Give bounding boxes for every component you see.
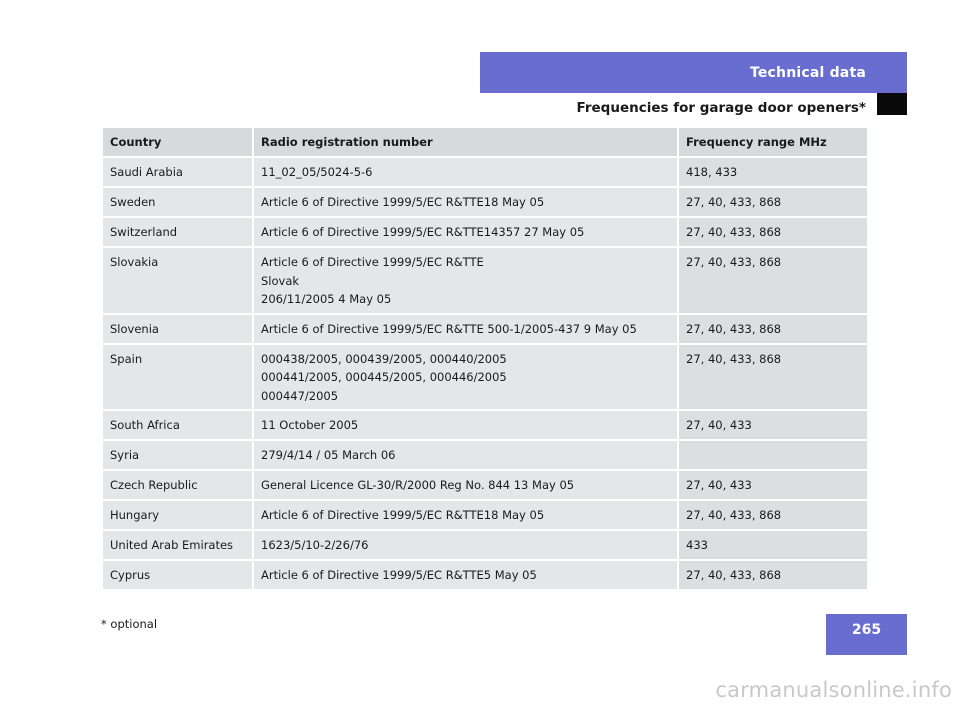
- cell-registration: [253, 247, 678, 314]
- cell-frequency: 27, 40, 433, 868: [678, 217, 868, 247]
- registration-line: Article 6 of Directive 1999/5/EC R&TTE 500-1/2005-437 9 May 05: [261, 321, 637, 336]
- cell-registration: [253, 344, 678, 411]
- table-row: [102, 344, 868, 411]
- cell-country: Spain: [102, 344, 253, 411]
- registration-line: 000438/2005, 000439/2005, 000440/2005: [261, 351, 507, 366]
- cell-registration: [253, 560, 678, 590]
- table-body: [102, 157, 868, 590]
- table-row: [102, 217, 868, 247]
- section-tab: [480, 52, 907, 93]
- table-row: [102, 247, 868, 314]
- cell-registration: [253, 410, 678, 440]
- registration-line: 1623/5/10-2/26/76: [261, 538, 369, 552]
- cell-country: Slovenia: [102, 314, 253, 344]
- registration-line: 11_02_05/5024-5-6: [261, 165, 373, 179]
- table-row: [102, 157, 868, 187]
- registration-line: 206/11/2005 4 May 05: [261, 292, 392, 306]
- registration-line: Article 6 of Directive 1999/5/EC R&TTE18 May 05: [261, 508, 545, 522]
- table-header-row: [102, 127, 868, 157]
- registration-line: Article 6 of Directive 1999/5/EC R&TTE5 May 05: [261, 568, 537, 582]
- table-row: [102, 187, 868, 217]
- table-row: [102, 530, 868, 560]
- table-row: [102, 500, 868, 530]
- registration-line: Article 6 of Directive 1999/5/EC R&TTE14357 27 May 05: [261, 225, 585, 239]
- table-row: [102, 560, 868, 590]
- cell-frequency: 27, 40, 433, 868: [678, 314, 868, 344]
- cell-frequency: [678, 440, 868, 470]
- cell-frequency: 433: [678, 530, 868, 560]
- column-header-frequency: Frequency range MHz: [678, 127, 868, 157]
- cell-country: Hungary: [102, 500, 253, 530]
- cell-country: Sweden: [102, 187, 253, 217]
- cell-country: Syria: [102, 440, 253, 470]
- column-header-registration: Radio registration number: [253, 127, 678, 157]
- registration-line: Article 6 of Directive 1999/5/EC R&TTE: [261, 255, 484, 269]
- cell-frequency: 418, 433: [678, 157, 868, 187]
- watermark: carmanualsonline.info: [715, 678, 952, 702]
- corner-marker: [877, 93, 907, 115]
- cell-registration: [253, 500, 678, 530]
- table-row: [102, 314, 868, 344]
- table-row: [102, 410, 868, 440]
- cell-country: Saudi Arabia: [102, 157, 253, 187]
- cell-registration: [253, 157, 678, 187]
- registration-line: 279/4/14 / 05 March 06: [261, 448, 396, 462]
- cell-country: Switzerland: [102, 217, 253, 247]
- cell-registration: [253, 440, 678, 470]
- table-row: [102, 470, 868, 500]
- cell-country: Czech Republic: [102, 470, 253, 500]
- registration-line: Slovak: [261, 273, 300, 288]
- cell-country: United Arab Emirates: [102, 530, 253, 560]
- cell-registration: [253, 187, 678, 217]
- registration-line: 000447/2005: [261, 388, 339, 403]
- cell-frequency: 27, 40, 433, 868: [678, 247, 868, 314]
- registration-line: 11 October 2005: [261, 418, 359, 432]
- cell-country: Slovakia: [102, 247, 253, 314]
- registration-line: Article 6 of Directive 1999/5/EC R&TTE18 May 05: [261, 195, 545, 209]
- cell-registration: [253, 217, 678, 247]
- page-number-badge: [826, 614, 907, 655]
- table-row: [102, 440, 868, 470]
- cell-country: Cyprus: [102, 560, 253, 590]
- cell-frequency: 27, 40, 433, 868: [678, 187, 868, 217]
- cell-frequency: 27, 40, 433: [678, 470, 868, 500]
- cell-frequency: 27, 40, 433, 868: [678, 344, 868, 411]
- cell-frequency: 27, 40, 433, 868: [678, 500, 868, 530]
- column-header-country: Country: [102, 127, 253, 157]
- page-number: 265: [851, 622, 882, 638]
- cell-registration: [253, 470, 678, 500]
- cell-frequency: 27, 40, 433, 868: [678, 560, 868, 590]
- registration-line: General Licence GL-30/R/2000 Reg No. 844 13 May 05: [261, 478, 575, 492]
- registration-line: 000441/2005, 000445/2005, 000446/2005: [261, 370, 507, 384]
- page-subtitle: Frequencies for garage door openers*: [576, 100, 866, 116]
- cell-registration: [253, 314, 678, 344]
- cell-registration: [253, 530, 678, 560]
- cell-frequency: 27, 40, 433: [678, 410, 868, 440]
- frequency-table: [101, 126, 869, 591]
- footnote: * optional: [101, 617, 158, 631]
- section-title: Technical data: [749, 64, 866, 81]
- cell-country: South Africa: [102, 410, 253, 440]
